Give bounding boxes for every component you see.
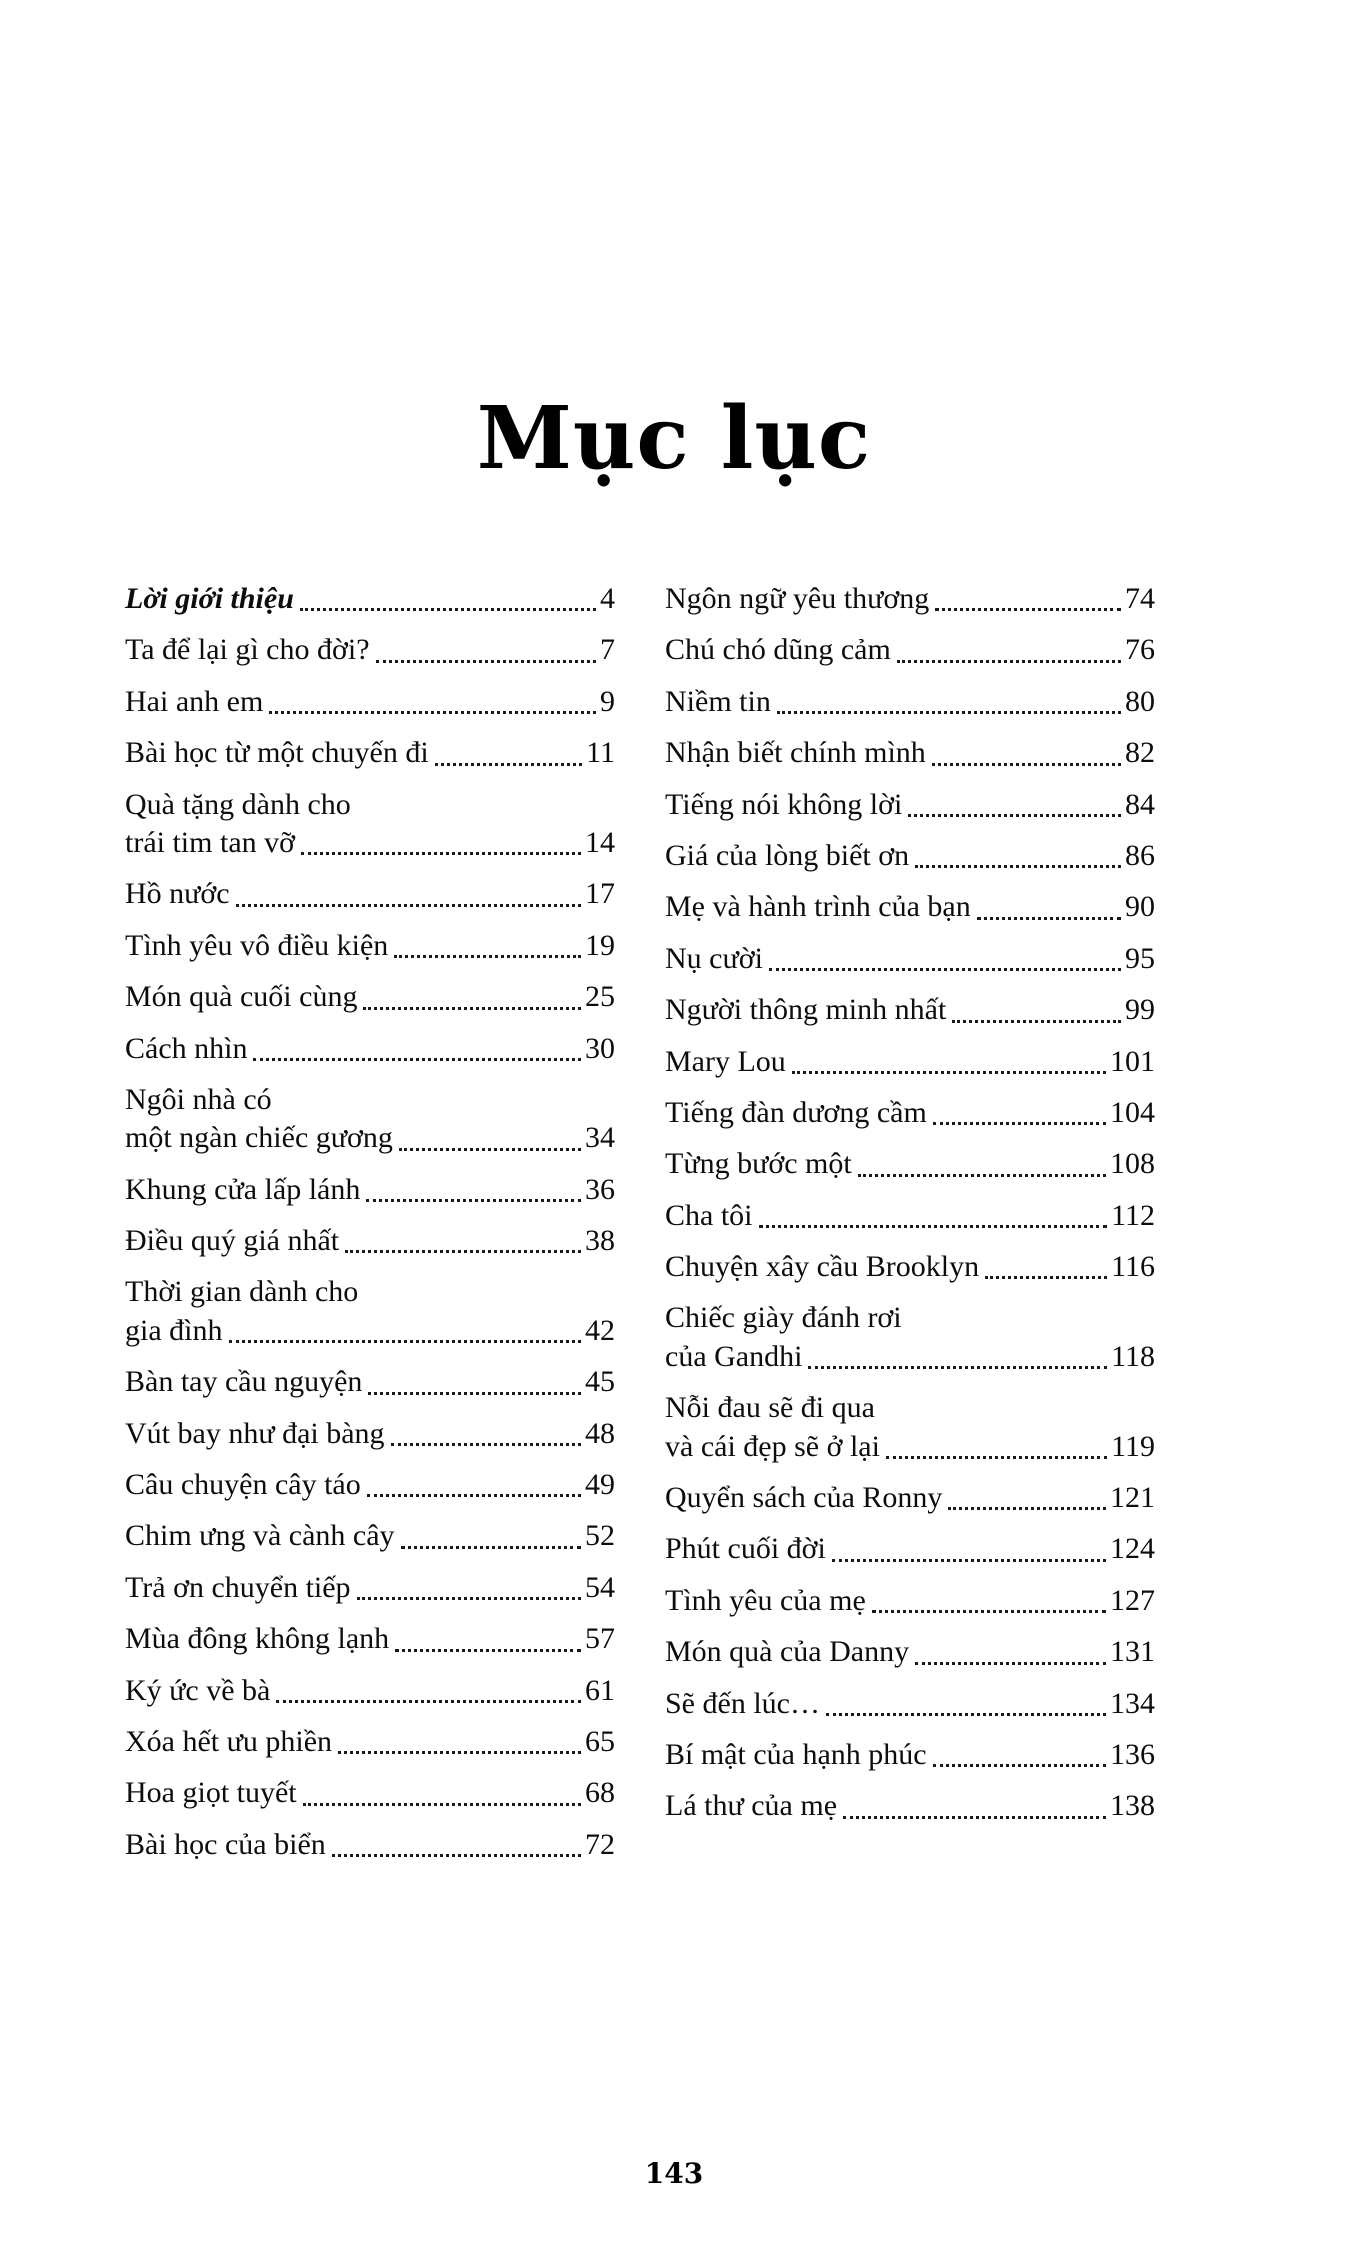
- toc-entry[interactable]: [125, 1620, 615, 1658]
- toc-leader-dots: [985, 1275, 1107, 1279]
- toc-entry[interactable]: [665, 1479, 1155, 1517]
- toc-entry-label-line: Nỗi đau sẽ đi qua: [665, 1391, 875, 1425]
- toc-leader-dots: [368, 1391, 581, 1395]
- toc-entry-page-number: 121: [1110, 1481, 1155, 1515]
- toc-entry[interactable]: [665, 786, 1155, 824]
- toc-entry[interactable]: [125, 1826, 615, 1864]
- toc-entry-page-number: 90: [1125, 890, 1155, 924]
- toc-entry-page-number: 101: [1110, 1044, 1155, 1078]
- toc-leader-dots: [769, 967, 1121, 971]
- toc-leader-dots: [435, 762, 582, 766]
- toc-entry[interactable]: [665, 683, 1155, 721]
- toc-entry-label-line: và cái đẹp sẽ ở lại: [665, 1429, 880, 1463]
- toc-leader-dots: [935, 607, 1121, 611]
- toc-entry-page-number: 14: [585, 825, 615, 859]
- toc-entry[interactable]: [665, 580, 1155, 618]
- toc-entry-label: Bài học từ một chuyến đi: [125, 736, 429, 770]
- toc-entry-label: Cách nhìn: [125, 1031, 248, 1065]
- toc-entry-page-number: 95: [1125, 941, 1155, 975]
- toc-entry-label: Tình yêu vô điều kiện: [125, 928, 389, 962]
- toc-entry-label: Hoa giọt tuyết: [125, 1776, 297, 1810]
- toc-entry-label: Niềm tin: [665, 684, 771, 718]
- toc-leader-dots: [395, 1648, 581, 1652]
- toc-leader-dots: [977, 916, 1121, 920]
- toc-leader-dots: [376, 659, 596, 663]
- toc-leader-dots: [933, 1763, 1106, 1767]
- toc-entry-page-number: 49: [585, 1468, 615, 1502]
- toc-entry-page-number: 42: [585, 1313, 615, 1347]
- toc-entry-page-number: 104: [1110, 1095, 1155, 1129]
- toc-entry-label: Hồ nước: [125, 877, 230, 911]
- toc-entry-page-number: 57: [585, 1622, 615, 1656]
- toc-leader-dots: [229, 1339, 582, 1343]
- toc-entry-page-number: 134: [1110, 1686, 1155, 1720]
- toc-leader-dots: [759, 1224, 1108, 1228]
- toc-entry-label: Món quà cuối cùng: [125, 980, 358, 1014]
- toc-leader-dots: [908, 813, 1121, 817]
- toc-entry-page-number: 108: [1110, 1147, 1155, 1181]
- toc-entry-page-number: 54: [585, 1570, 615, 1604]
- toc-entry-page-number: 19: [585, 928, 615, 962]
- toc-entry[interactable]: [125, 875, 615, 913]
- toc-entry-page-number: 86: [1125, 838, 1155, 872]
- toc-entry[interactable]: [125, 1171, 615, 1209]
- toc-leader-dots: [357, 1596, 581, 1600]
- toc-entry-label: Ký ức về bà: [125, 1673, 271, 1707]
- toc-entry-label: Người thông minh nhất: [665, 993, 947, 1027]
- toc-entry[interactable]: [665, 734, 1155, 772]
- toc-entry-label: Bí mật của hạnh phúc: [665, 1737, 927, 1771]
- toc-entry-page-number: 136: [1110, 1737, 1155, 1771]
- toc-leader-dots: [300, 607, 596, 611]
- toc-entry-label: Ta để lại gì cho đời?: [125, 633, 370, 667]
- toc-entry-page-number: 72: [585, 1827, 615, 1861]
- toc-entry-page-number: 25: [585, 980, 615, 1014]
- toc-entry-page-number: 4: [600, 582, 615, 615]
- toc-entry-page-number: 48: [585, 1416, 615, 1450]
- toc-entry-label: Quyển sách của Ronny: [665, 1481, 943, 1515]
- toc-leader-dots: [897, 659, 1121, 663]
- toc-entry[interactable]: [125, 1081, 615, 1158]
- toc-leader-dots: [363, 1006, 581, 1010]
- toc-entry-page-number: 65: [585, 1724, 615, 1758]
- toc-leader-dots: [391, 1442, 581, 1446]
- toc-entry[interactable]: [665, 1145, 1155, 1183]
- toc-entry[interactable]: [665, 1582, 1155, 1620]
- toc-entry-label: Lời giới thiệu: [125, 582, 294, 615]
- toc-entry-label: Giá của lòng biết ơn: [665, 838, 910, 872]
- toc-entry-page-number: 118: [1111, 1339, 1155, 1373]
- toc-entry[interactable]: [125, 1363, 615, 1401]
- toc-entry-label: Mary Lou: [665, 1044, 786, 1078]
- toc-entry[interactable]: [665, 837, 1155, 875]
- toc-entry-page-number: 112: [1111, 1198, 1155, 1232]
- toc-leader-dots: [858, 1173, 1106, 1177]
- toc-entry[interactable]: [125, 1672, 615, 1710]
- toc-entry-label: Trả ơn chuyển tiếp: [125, 1570, 351, 1604]
- toc-entry-label: Lá thư của mẹ: [665, 1789, 838, 1823]
- toc-entry[interactable]: [665, 1530, 1155, 1568]
- toc-entry-label-line: một ngàn chiếc gương: [125, 1121, 393, 1155]
- toc-leader-dots: [808, 1365, 1107, 1369]
- toc-entry[interactable]: [665, 1685, 1155, 1723]
- toc-entry-page-number: 119: [1111, 1429, 1155, 1463]
- toc-column-right: [665, 580, 1155, 1877]
- toc-entry[interactable]: [665, 1389, 1155, 1466]
- toc-entry[interactable]: [665, 1248, 1155, 1286]
- toc-entry-label: Chim ưng và cành cây: [125, 1519, 395, 1553]
- toc-entry-page-number: 127: [1110, 1583, 1155, 1617]
- page-number-folio: 143: [644, 2157, 704, 2190]
- toc-leader-dots: [332, 1853, 581, 1857]
- toc-leader-dots: [826, 1712, 1106, 1716]
- toc-entry[interactable]: [125, 1774, 615, 1812]
- toc-entry-label: Cha tôi: [665, 1198, 753, 1232]
- toc-leader-dots: [777, 710, 1121, 714]
- page-title: Mục lục: [476, 387, 872, 489]
- toc-leader-dots: [269, 710, 596, 714]
- toc-entry-page-number: 76: [1125, 633, 1155, 667]
- toc-entry[interactable]: [665, 1736, 1155, 1774]
- toc-entry[interactable]: [125, 683, 615, 721]
- toc-columns: [125, 580, 1225, 1877]
- toc-entry-label: Nụ cười: [665, 941, 763, 975]
- toc-entry[interactable]: [665, 991, 1155, 1029]
- toc-entry-page-number: 30: [585, 1031, 615, 1065]
- toc-leader-dots: [401, 1545, 581, 1549]
- toc-entry-page-number: 84: [1125, 787, 1155, 821]
- toc-entry-label: Bàn tay cầu nguyện: [125, 1365, 363, 1399]
- toc-leader-dots: [952, 1019, 1121, 1023]
- toc-entry-label-line: của Gandhi: [665, 1339, 803, 1373]
- toc-leader-dots: [236, 903, 581, 907]
- toc-entry-label: Xóa hết ưu phiền: [125, 1724, 333, 1758]
- toc-entry-page-number: 45: [585, 1365, 615, 1399]
- toc-entry-page-number: 124: [1110, 1532, 1155, 1566]
- toc-entry[interactable]: [665, 1299, 1155, 1376]
- toc-entry[interactable]: [665, 1094, 1155, 1132]
- toc-entry[interactable]: [125, 978, 615, 1016]
- toc-entry-page-number: 74: [1125, 582, 1155, 615]
- toc-entry-page-number: 68: [585, 1776, 615, 1810]
- toc-entry-page-number: 17: [585, 877, 615, 911]
- toc-entry-label: Điều quý giá nhất: [125, 1224, 340, 1258]
- toc-entry-label: Bài học của biển: [125, 1827, 326, 1861]
- toc-entry[interactable]: [665, 1197, 1155, 1235]
- toc-entry-label-line: Chiếc giày đánh rơi: [665, 1301, 902, 1335]
- toc-entry-label: Mẹ và hành trình của bạn: [665, 890, 971, 924]
- toc-entry-page-number: 11: [586, 736, 615, 770]
- toc-leader-dots: [948, 1506, 1106, 1510]
- toc-entry-page-number: 116: [1111, 1250, 1155, 1284]
- toc-entry[interactable]: [665, 1633, 1155, 1671]
- toc-entry[interactable]: [665, 1043, 1155, 1081]
- toc-entry[interactable]: [665, 1787, 1155, 1825]
- toc-entry-label: Tình yêu của mẹ: [665, 1583, 866, 1617]
- toc-leader-dots: [832, 1558, 1106, 1562]
- toc-leader-dots: [367, 1493, 581, 1497]
- toc-entry[interactable]: [125, 1273, 615, 1350]
- toc-entry[interactable]: [125, 1517, 615, 1555]
- toc-column-left: [125, 580, 615, 1877]
- toc-leader-dots: [399, 1147, 581, 1151]
- toc-entry-page-number: 61: [585, 1673, 615, 1707]
- toc-entry-label-line: trái tim tan vỡ: [125, 825, 295, 859]
- toc-entry-label: Hai anh em: [125, 684, 264, 718]
- toc-leader-dots: [932, 762, 1121, 766]
- toc-leader-dots: [338, 1750, 581, 1754]
- toc-entry[interactable]: [125, 1723, 615, 1761]
- toc-entry-label-line: Quà tặng dành cho: [125, 787, 351, 821]
- toc-entry-label: Chuyện xây cầu Brooklyn: [665, 1250, 980, 1284]
- toc-entry-label-line: Ngôi nhà có: [125, 1082, 272, 1116]
- toc-entry-label: Phút cuối đời: [665, 1532, 826, 1566]
- toc-entry-label: Ngôn ngữ yêu thương: [665, 582, 930, 615]
- toc-leader-dots: [915, 864, 1121, 868]
- toc-entry[interactable]: [125, 1415, 615, 1453]
- toc-entry-page-number: 36: [585, 1172, 615, 1206]
- toc-leader-dots: [843, 1815, 1106, 1819]
- toc-entry-page-number: 34: [585, 1121, 615, 1155]
- toc-entry-label: Nhận biết chính mình: [665, 736, 926, 770]
- toc-entry-label: Từng bước một: [665, 1147, 852, 1181]
- toc-leader-dots: [366, 1198, 581, 1202]
- toc-entry[interactable]: [125, 734, 615, 772]
- toc-leader-dots: [276, 1699, 581, 1703]
- toc-entry-label: Câu chuyện cây táo: [125, 1468, 361, 1502]
- toc-entry-page-number: 38: [585, 1224, 615, 1258]
- toc-entry-label: Sẽ đến lúc…: [665, 1686, 820, 1720]
- toc-entry-page-number: 82: [1125, 736, 1155, 770]
- toc-entry-page-number: 138: [1110, 1789, 1155, 1823]
- toc-leader-dots: [253, 1057, 581, 1061]
- toc-entry-label: Vút bay như đại bàng: [125, 1416, 385, 1450]
- toc-entry-page-number: 99: [1125, 993, 1155, 1027]
- toc-entry[interactable]: [125, 1466, 615, 1504]
- toc-entry[interactable]: [125, 1222, 615, 1260]
- toc-entry[interactable]: [125, 1030, 615, 1068]
- toc-entry-page-number: 52: [585, 1519, 615, 1553]
- toc-entry-label: Khung cửa lấp lánh: [125, 1172, 361, 1206]
- toc-entry[interactable]: [125, 927, 615, 965]
- toc-entry[interactable]: [665, 888, 1155, 926]
- toc-leader-dots: [394, 954, 581, 958]
- toc-entry[interactable]: [125, 580, 615, 618]
- toc-entry-page-number: 9: [600, 684, 615, 718]
- toc-entry-label: Mùa đông không lạnh: [125, 1622, 390, 1656]
- toc-entry[interactable]: [125, 1569, 615, 1607]
- toc-leader-dots: [301, 851, 581, 855]
- toc-entry[interactable]: [125, 631, 615, 669]
- toc-entry-label: Món quà của Danny: [665, 1635, 910, 1669]
- toc-entry[interactable]: [125, 786, 615, 863]
- toc-entry-label-line: gia đình: [125, 1313, 223, 1347]
- toc-entry-page-number: 7: [600, 633, 615, 667]
- toc-entry-label: Tiếng đàn dương cầm: [665, 1095, 927, 1129]
- toc-leader-dots: [792, 1070, 1106, 1074]
- toc-entry-page-number: 131: [1110, 1635, 1155, 1669]
- toc-leader-dots: [886, 1455, 1107, 1459]
- toc-entry-label: Chú chó dũng cảm: [665, 633, 891, 667]
- toc-leader-dots: [915, 1661, 1106, 1665]
- toc-leader-dots: [933, 1121, 1106, 1125]
- toc-entry-page-number: 80: [1125, 684, 1155, 718]
- toc-entry-label-line: Thời gian dành cho: [125, 1275, 359, 1309]
- toc-leader-dots: [872, 1609, 1106, 1613]
- toc-leader-dots: [303, 1802, 581, 1806]
- toc-entry[interactable]: [665, 631, 1155, 669]
- toc-entry-label: Tiếng nói không lời: [665, 787, 903, 821]
- toc-leader-dots: [345, 1249, 581, 1253]
- toc-entry[interactable]: [665, 940, 1155, 978]
